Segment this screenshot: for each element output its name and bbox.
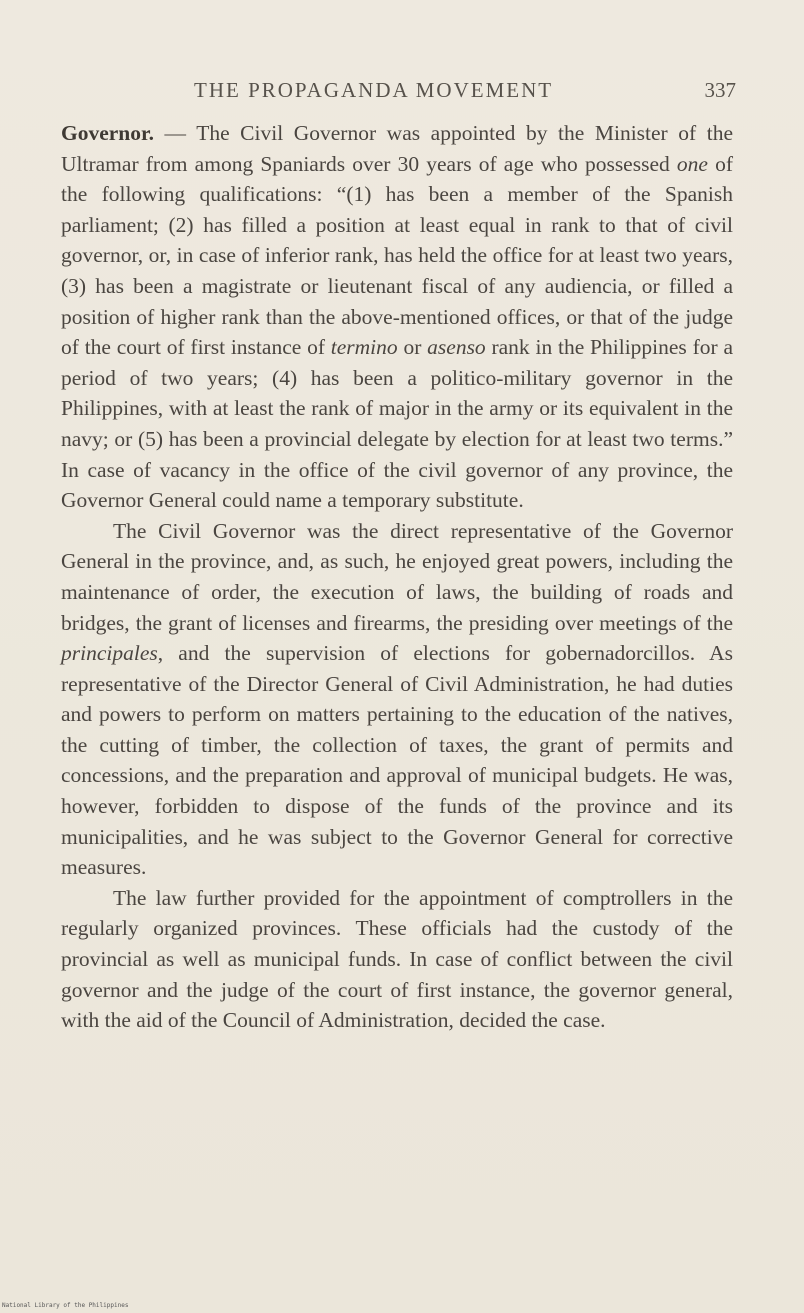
run-in-heading: Governor.	[61, 121, 154, 145]
emphasis-termino: termino	[330, 335, 398, 360]
paragraph-governor-powers	[61, 516, 733, 883]
library-credit: National Library of the Philippines	[2, 1302, 129, 1309]
emphasis-principales: principales	[61, 641, 158, 666]
running-head	[60, 78, 736, 108]
paragraph-comptrollers	[61, 883, 733, 1036]
emphasis-asenso: asenso	[427, 335, 486, 360]
heading-dash: —	[153, 121, 197, 145]
body-text	[61, 118, 733, 1036]
paragraph-1-text-c: or	[397, 335, 428, 360]
paragraph-governor-qualifications	[61, 118, 733, 516]
paragraph-1-text-a: The Civil Governor was appointed by the Minister of the Ultramar from among Spaniards over 30 years of age who possessed	[61, 121, 733, 176]
paragraph-1-text-b: of the following qualifications: “(1) has been a member of the Spanish parliament; (2) has filled a position at least equal in rank to that of civil governor, or, in case of inferior rank, has held the office for at least two years, (3) has been a magistrate or lieutenant fiscal of any audiencia, or filled a position of higher rank than the above-mentioned offices, or that of the judge of the court of first instance of	[61, 151, 733, 360]
paragraph-1-text-d: rank in the Philippines for a period of two years; (4) has been a politico-military governor in the Philippines, with at least the rank of major in the army or its equivalent in the navy; or (5) has been a provincial delegate by election for at least two terms.” In case of vacancy in the office of the civil governor of any province, the Governor General could name a temporary substitute.	[61, 335, 733, 513]
emphasis-one: one	[676, 151, 708, 176]
page-number: 337	[704, 78, 736, 102]
running-title: THE PROPAGANDA MOVEMENT	[194, 78, 554, 102]
paragraph-2-text-b: , and the supervision of elections for gobernadorcillos. As representative of the Director General of Civil Administration, he had duties and powers to perform on matters pertaining to the education of the natives, the cutting of timber, the collection of taxes, the grant of permits and concessions, and the preparation and approval of municipal budgets. He was, however, forbidden to dispose of the funds of the province and its municipalities, and he was subject to the Governor General for corrective measures.	[61, 641, 733, 880]
paragraph-3-text: The law further provided for the appointment of comptrollers in the regularly organized provinces. These officials had the custody of the provincial as well as municipal funds. In case of conflict between the civil governor and the judge of the court of first instance, the governor general, with the aid of the Council of Administration, decided the case.	[61, 885, 733, 1033]
paragraph-2-text-a: The Civil Governor was the direct representative of the Governor General in the province, and, as such, he enjoyed great powers, including the maintenance of order, the execution of laws, the building of roads and bridges, the grant of licenses and firearms, the presiding over meetings of the	[61, 518, 733, 635]
